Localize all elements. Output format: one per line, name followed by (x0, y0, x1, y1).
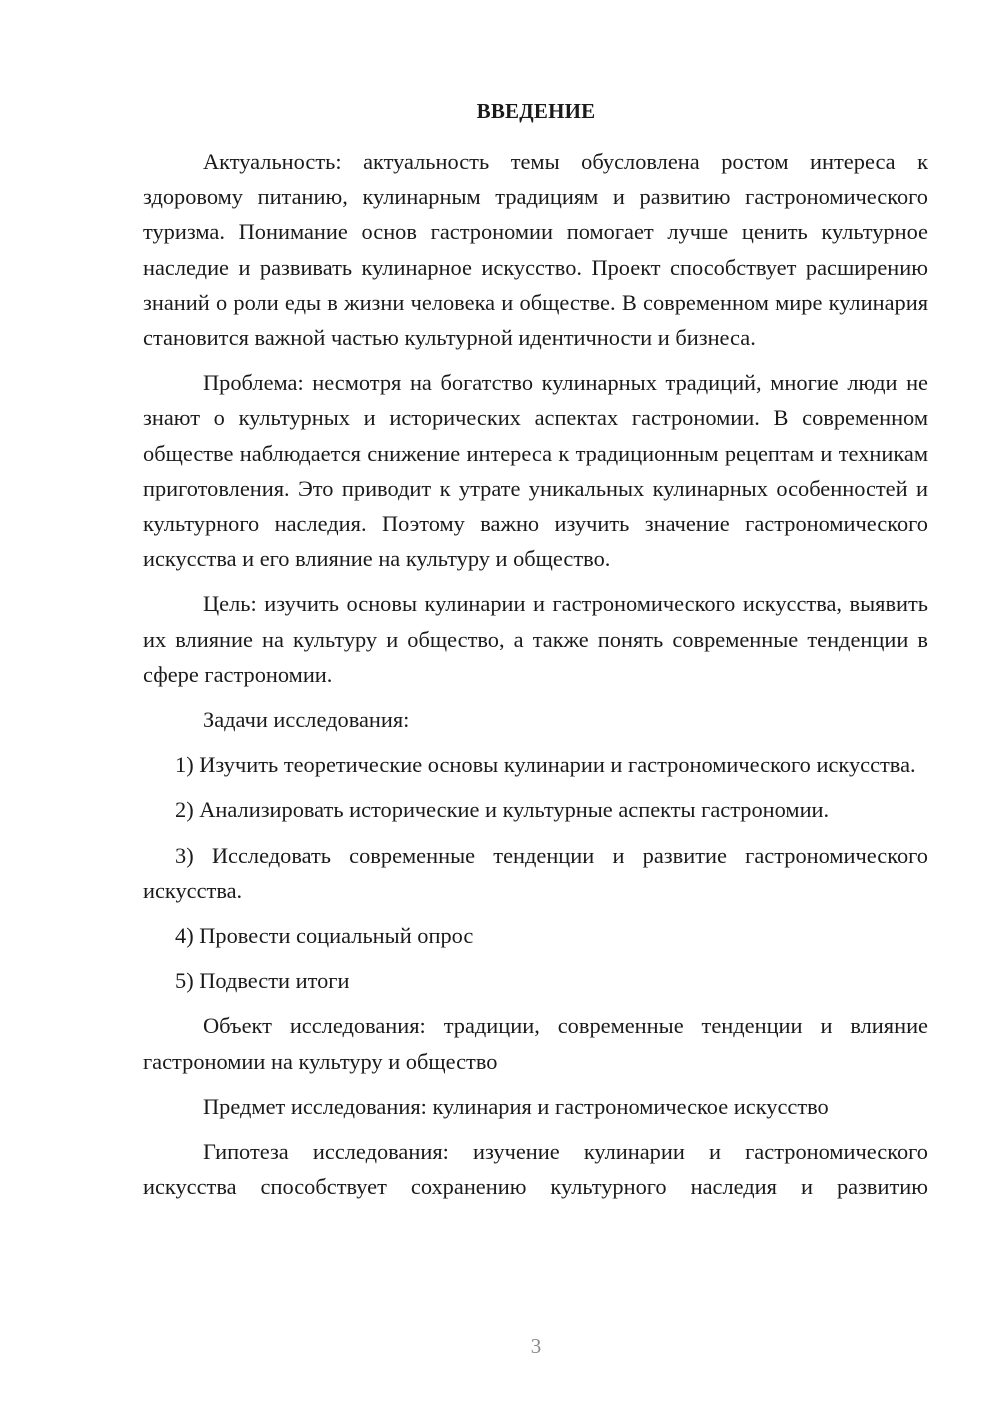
document-body (143, 144, 928, 1214)
task-item: 3) Исследовать современные тенденции и развитие гастрономического искусства. (143, 842, 928, 903)
relevance-paragraph: Актуальность: актуальность темы обусловлена ростом интереса к здоровому питанию, кулинарным традициям и развитию гастрономического туризма. Понимание основ гастрономии помогает лучше ценить культурное наследие и развивать кулинарное искусство. Проект способствует расширению знаний о роли еды в жизни человека и обществе. В современном мире кулинария становится важной частью культурной идентичности и бизнеса. (143, 149, 928, 351)
object-paragraph: Объект исследования: традиции, современные тенденции и влияние гастрономии на культуру и общество (143, 1013, 928, 1074)
tasks-heading: Задачи исследования: (203, 707, 410, 733)
hypothesis-paragraph: Гипотеза исследования: изучение кулинарии и гастрономического искусства способствует сохранению культурного наследия и развитию (143, 1139, 928, 1200)
task-item: 1) Изучить теоретические основы кулинарии и гастрономического искусства. (175, 752, 916, 778)
goal-paragraph: Цель: изучить основы кулинарии и гастрономического искусства, выявить их влияние на культуру и общество, а также понять современные тенденции в сфере гастрономии. (143, 591, 928, 687)
task-item: 2) Анализировать исторические и культурные аспекты гастрономии. (175, 797, 830, 823)
task-item: 5) Подвести итоги (175, 968, 350, 994)
page-title: ВВЕДЕНИЕ (476, 99, 596, 123)
task-item: 4) Провести социальный опрос (175, 923, 474, 949)
page-number: 3 (530, 1334, 542, 1358)
subject-paragraph: Предмет исследования: кулинария и гастрономическое искусство (203, 1093, 829, 1119)
problem-paragraph: Проблема: несмотря на богатство кулинарных традиций, многие люди не знают о культурных и исторических аспектах гастрономии. В современном обществе наблюдается снижение интереса к традиционным рецептам и техникам приготовления. Это приводит к утрате уникальных кулинарных особенностей и культурного наследия. Поэтому важно изучить значение гастрономического искусства и его влияние на культуру и общество. (143, 370, 928, 572)
